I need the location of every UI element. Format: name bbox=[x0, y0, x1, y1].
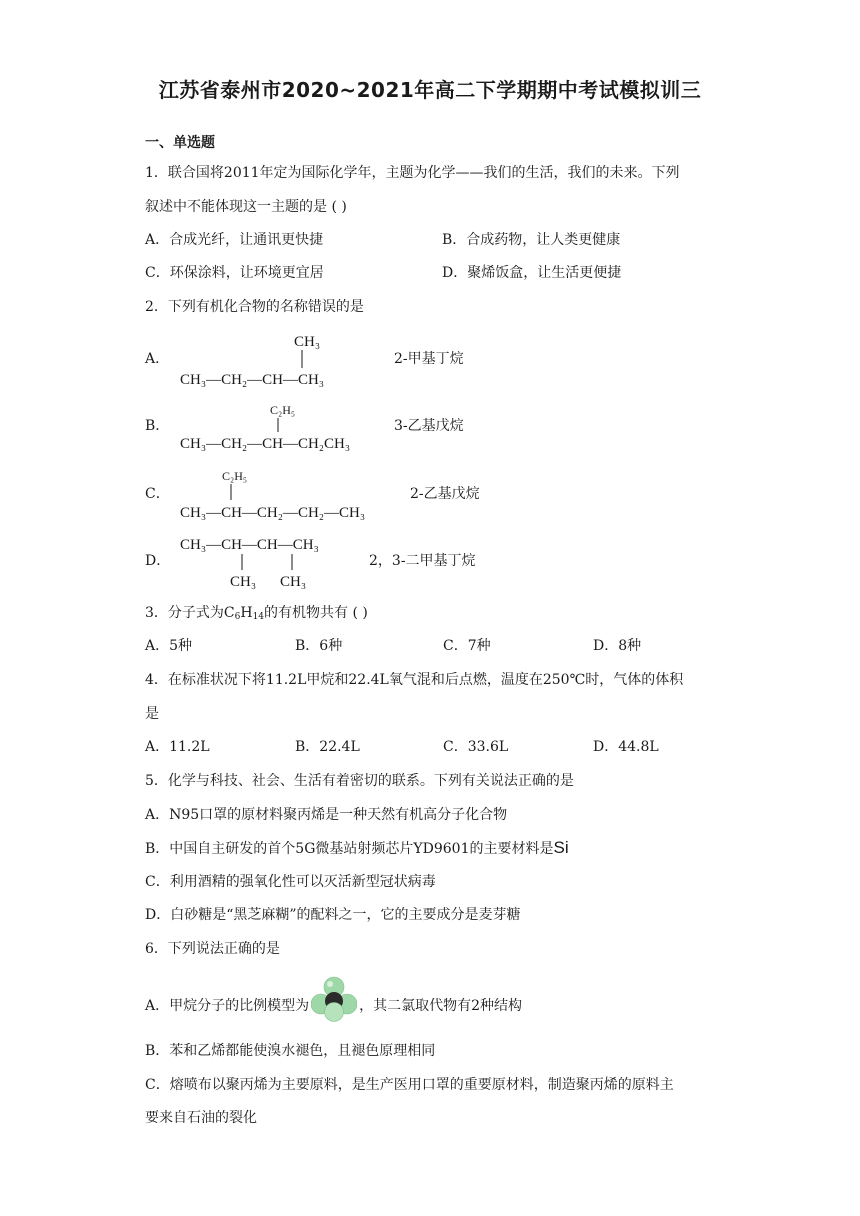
q6-option-a-pre: A．甲烷分子的比例模型为 bbox=[145, 998, 310, 1014]
q2-d-branch-1: CH₃ bbox=[230, 574, 257, 590]
q2-stem: 2．下列有机化合物的名称错误的是 bbox=[145, 299, 364, 315]
q2-b-chain: CH₃—CH₂—CH—CH₂CH₃ bbox=[180, 436, 351, 452]
q4-option-a: A．11.2L bbox=[145, 739, 210, 755]
q2-d-branch-2: CH₃ bbox=[280, 574, 307, 590]
q2-option-c-name: 2-乙基戊烷 bbox=[410, 486, 480, 502]
q2-option-b-label: B． bbox=[145, 418, 170, 434]
page-title: 江苏省泰州市2020~2021年高二下学期期中考试模拟训三 bbox=[158, 78, 702, 102]
q1-option-d: D．聚烯饭盒，让生活更便捷 bbox=[442, 265, 622, 281]
q5-option-b-si: Si bbox=[553, 838, 569, 857]
q6-option-c-line2: 要来自石油的裂化 bbox=[145, 1110, 257, 1126]
methane-model-icon bbox=[311, 976, 357, 1022]
q4-option-c: C．33.6L bbox=[443, 739, 509, 755]
q6-option-b: B．苯和乙烯都能使溴水褪色，且褪色原理相同 bbox=[145, 1043, 436, 1059]
q2-a-chain: CH₃—CH₂—CH—CH₃ bbox=[180, 372, 325, 388]
q2-option-b-structure bbox=[178, 400, 388, 456]
q1-option-c: C．环保涂料，让环境更宜居 bbox=[145, 265, 324, 281]
q3-option-c: C．7种 bbox=[443, 638, 491, 654]
q3-subscript-2: 14 bbox=[252, 612, 265, 622]
section-heading: 一、单选题 bbox=[145, 135, 215, 151]
q1-stem-line1: 1．联合国将2011年定为国际化学年，主题为化学——我们的生活，我们的未来。下列 bbox=[145, 165, 680, 181]
q3-subscript-1: 6 bbox=[234, 612, 241, 622]
q2-option-a-structure bbox=[178, 328, 388, 390]
q3-option-b: B．6种 bbox=[295, 638, 343, 654]
q1-option-a: A．合成光纤，让通讯更快捷 bbox=[145, 232, 324, 248]
q2-c-branch: C₂H₅ bbox=[222, 469, 248, 483]
q1-option-b: B．合成药物，让人类更健康 bbox=[442, 232, 621, 248]
q2-option-c-label: C． bbox=[145, 486, 170, 502]
q3-option-d: D．8种 bbox=[593, 638, 642, 654]
q3-stem-mid: H bbox=[240, 605, 253, 621]
q5-stem: 5．化学与科技、社会、生活有着密切的联系。下列有关说法正确的是 bbox=[145, 773, 574, 789]
q2-a-branch: CH₃ bbox=[294, 334, 321, 350]
q4-stem-line2: 是 bbox=[145, 706, 159, 722]
q6-stem: 6．下列说法正确的是 bbox=[145, 941, 280, 957]
q3-stem-post: 的有机物共有 ( ) bbox=[264, 605, 368, 621]
q2-option-c-structure bbox=[178, 466, 403, 524]
q4-option-d: D．44.8L bbox=[593, 739, 659, 755]
q3-stem-pre: 3．分子式为C bbox=[145, 605, 235, 621]
q4-stem-line1: 4．在标准状况下将11.2L甲烷和22.4L氧气混和后点燃，温度在250℃时，气体的体积 bbox=[145, 672, 684, 688]
q6-option-a-post: ，其二氯取代物有2种结构 bbox=[359, 998, 523, 1014]
q2-option-d-structure bbox=[178, 530, 368, 592]
q6-option-c-line1: C．熔喷布以聚丙烯为主要原料，是生产医用口罩的重要原材料，制造聚丙烯的原料主 bbox=[145, 1077, 674, 1093]
q3-stem bbox=[145, 603, 368, 623]
q5-option-a: A．N95口罩的原材料聚丙烯是一种天然有机高分子化合物 bbox=[145, 807, 508, 823]
q4-option-b: B．22.4L bbox=[295, 739, 360, 755]
q6-option-a bbox=[145, 990, 522, 1022]
q2-c-chain: CH₃—CH—CH₂—CH₂—CH₃ bbox=[180, 505, 366, 521]
q2-option-d-label: D． bbox=[145, 553, 171, 569]
q2-option-a-name: 2-甲基丁烷 bbox=[394, 351, 464, 367]
q2-option-b-name: 3-乙基戊烷 bbox=[394, 418, 464, 434]
q5-option-c: C．利用酒精的强氧化性可以灭活新型冠状病毒 bbox=[145, 874, 436, 890]
q5-option-b bbox=[145, 838, 569, 859]
q3-option-a: A．5种 bbox=[145, 638, 193, 654]
q2-b-branch: C₂H₅ bbox=[270, 403, 296, 417]
q5-option-b-text: B．中国自主研发的首个5G微基站射频芯片YD9601的主要材料是 bbox=[145, 841, 554, 857]
q5-option-d: D．白砂糖是“黑芝麻糊”的配料之一，它的主要成分是麦芽糖 bbox=[145, 907, 521, 923]
q1-stem-line2: 叙述中不能体现这一主题的是 ( ) bbox=[145, 199, 347, 215]
q2-option-a-label: A． bbox=[145, 351, 170, 367]
q2-d-chain: CH₃—CH—CH—CH₃ bbox=[180, 537, 319, 553]
q2-option-d-name: 2，3-二甲基丁烷 bbox=[369, 553, 476, 569]
